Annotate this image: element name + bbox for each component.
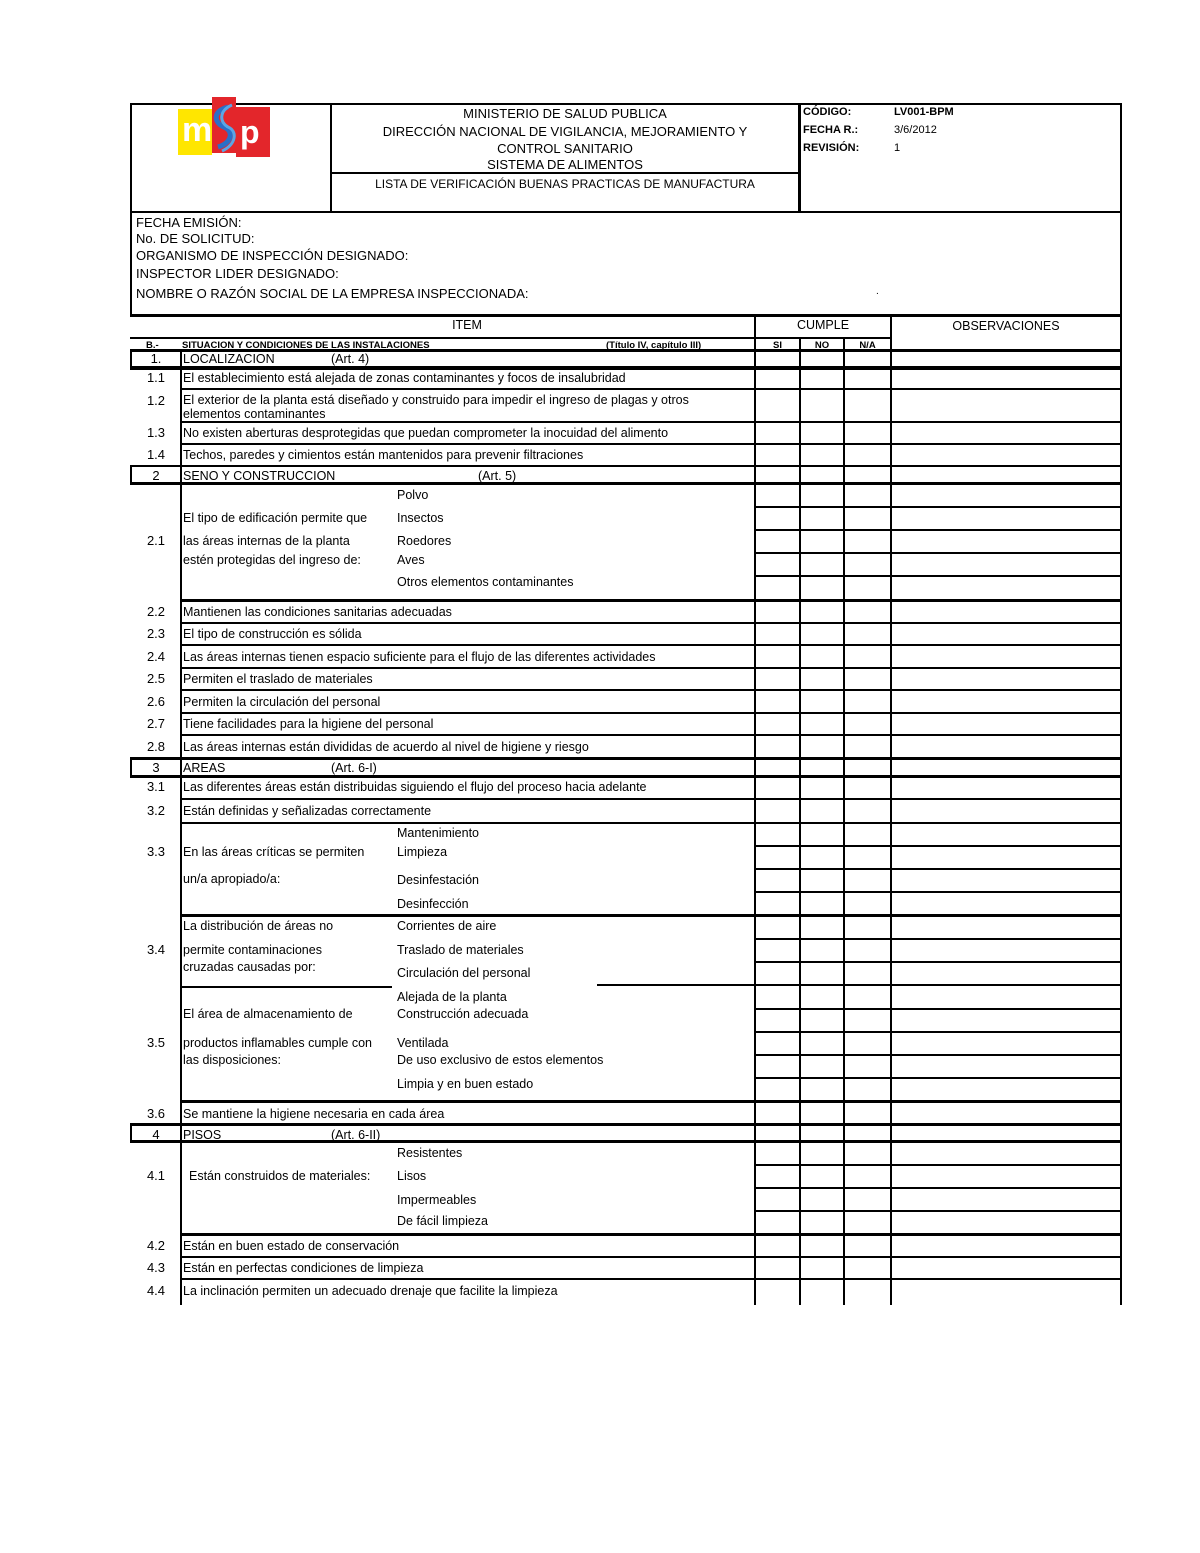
item-3-2-num: 3.2 [146,803,166,818]
col-no: NO [814,340,830,351]
section-3-title: AREAS [183,761,226,775]
item-2-1-text-2: las áreas internas de la planta [183,534,350,548]
option-insectos: Insectos [397,511,444,525]
option-mantenimiento: Mantenimiento [397,826,479,840]
item-1-2-num: 1.2 [146,393,166,408]
item-3-5-num: 3.5 [146,1035,166,1050]
item-2-2-num: 2.2 [146,604,166,619]
item-3-1-text: Las diferentes áreas están distribuidas siguiendo el flujo del proceso hacia adelante [183,780,647,794]
b-title: SITUACION Y CONDICIONES DE LAS INSTALACIONES [182,340,430,351]
inspector: INSPECTOR LIDER DESIGNADO: [136,266,339,281]
col-observaciones: OBSERVACIONES [952,319,1060,333]
item-1-2-text-2: elementos contaminantes [183,407,326,421]
option-otros: Otros elementos contaminantes [397,575,574,589]
item-3-3-text-2: un/a apropiado/a: [183,872,281,886]
item-2-8-text: Las áreas internas están divididas de acuerdo al nivel de higiene y riesgo [183,740,589,754]
option-impermeables: Impermeables [397,1193,477,1207]
item-3-5-text: El área de almacenamiento de [183,1007,353,1021]
revision-label: REVISIÓN: [803,142,860,154]
option-polvo: Polvo [397,488,429,502]
option-lisos: Lisos [397,1169,427,1183]
item-2-7-text: Tiene facilidades para la higiene del personal [183,717,434,731]
item-1-2-text: El exterior de la planta está diseñado y construido para impedir el ingreso de plagas y otros [183,393,689,407]
item-3-4-text: La distribución de áreas no [183,919,334,933]
item-2-3-text: El tipo de construcción es sólida [183,627,362,641]
section-1-ref: (Art. 4) [331,352,370,366]
item-3-5-text-2: productos inflamables cumple con [183,1036,372,1050]
col-cumple: CUMPLE [796,318,850,332]
item-1-4-text: Techos, paredes y cimientos están mantenidos para prevenir filtraciones [183,448,584,462]
organismo: ORGANISMO DE INSPECCIÓN DESIGNADO: [136,248,409,263]
option-corrientes-aire: Corrientes de aire [397,919,497,933]
item-1-1-text: El establecimiento está alejada de zonas contaminantes y focos de insalubridad [183,371,626,385]
section-4-num: 4 [152,1127,160,1142]
item-4-4-text: La inclinación permiten un adecuado drenaje que facilite la limpieza [183,1284,558,1298]
item-3-2-text: Están definidas y señalizadas correctamente [183,804,432,818]
option-aves: Aves [397,553,425,567]
dot: . [876,286,879,297]
item-3-1-num: 3.1 [146,779,166,794]
item-4-1-num: 4.1 [146,1168,166,1183]
section-1-title: LOCALIZACION [183,352,275,366]
item-2-6-text: Permiten la circulación del personal [183,695,381,709]
item-4-1-text: Están construidos de materiales: [189,1169,371,1183]
b-code: B.- [146,340,159,351]
item-3-4-num: 3.4 [146,942,166,957]
section-2-title: SENO Y CONSTRUCCION [183,469,336,483]
section-3-num: 3 [152,760,160,775]
section-4-ref: (Art. 6-II) [331,1128,381,1142]
direction-title: DIRECCIÓN NACIONAL DE VIGILANCIA, MEJORAMIENTO Y [382,124,748,139]
item-4-2-text: Están en buen estado de conservación [183,1239,400,1253]
option-limpia-buen-estado: Limpia y en buen estado [397,1077,534,1091]
item-2-8-num: 2.8 [146,739,166,754]
item-1-1-num: 1.1 [146,370,166,385]
item-3-4-text-2: permite contaminaciones [183,943,322,957]
ministry-title: MINISTERIO DE SALUD PUBLICA [463,106,667,121]
item-2-6-num: 2.6 [146,694,166,709]
item-1-3-num: 1.3 [146,425,166,440]
option-desinfestacion: Desinfestación [397,873,479,887]
fecha-value: 3/6/2012 [894,124,937,136]
fecha-label: FECHA R.: [803,124,859,136]
item-2-3-num: 2.3 [146,626,166,641]
option-ventilada: Ventilada [397,1036,449,1050]
direction-title-2: CONTROL SANITARIO [497,141,633,156]
msp-logo [176,97,272,159]
section-2-ref: (Art. 5) [478,469,517,483]
section-2-num: 2 [152,468,160,483]
svg-text:p: p [240,114,260,150]
system-title: SISTEMA DE ALIMENTOS [487,157,643,172]
option-uso-exclusivo: De uso exclusivo de estos elementos [397,1053,604,1067]
section-4-title: PISOS [183,1128,222,1142]
option-roedores: Roedores [397,534,452,548]
option-resistentes: Resistentes [397,1146,463,1160]
item-2-7-num: 2.7 [146,716,166,731]
fecha-emision: FECHA EMISIÓN: [136,215,242,230]
item-1-3-text: No existen aberturas desprotegidas que puedan comprometer la inocuidad del alimento [183,426,669,440]
svg-text:m: m [182,111,213,149]
col-si: SI [773,340,782,351]
option-traslado-materiales: Traslado de materiales [397,943,524,957]
codigo-value: LV001-BPM [894,106,954,118]
item-4-3-text: Están en perfectas condiciones de limpieza [183,1261,424,1275]
item-3-6-num: 3.6 [146,1106,166,1121]
option-limpieza: Limpieza [397,845,448,859]
item-2-1-text: El tipo de edificación permite que [183,511,368,525]
revision-value: 1 [894,142,901,154]
option-construccion-adecuada: Construcción adecuada [397,1007,529,1021]
item-1-4-num: 1.4 [146,447,166,462]
item-3-4-text-3: cruzadas causadas por: [183,960,316,974]
item-3-3-text: En las áreas críticas se permiten [183,845,365,859]
section-3-ref: (Art. 6-I) [331,761,377,775]
item-2-1-num: 2.1 [146,533,166,548]
col-na: N/A [859,340,876,351]
item-3-3-num: 3.3 [146,844,166,859]
option-facil-limpieza: De fácil limpieza [397,1214,489,1228]
item-2-1-text-3: estén protegidas del ingreso de: [183,553,361,567]
list-title: LISTA DE VERIFICACIÓN BUENAS PRACTICAS DE MANUFACTURA [375,177,755,191]
col-item: ITEM [452,318,482,332]
option-alejada: Alejada de la planta [397,990,507,1004]
item-4-3-num: 4.3 [146,1260,166,1275]
item-3-6-text: Se mantiene la higiene necesaria en cada área [183,1107,445,1121]
solicitud: No. DE SOLICITUD: [136,231,255,246]
item-4-2-num: 4.2 [146,1238,166,1253]
item-2-5-text: Permiten el traslado de materiales [183,672,373,686]
item-2-4-num: 2.4 [146,649,166,664]
item-3-5-text-3: las disposiciones: [183,1053,281,1067]
item-2-5-num: 2.5 [146,671,166,686]
option-desinfeccion: Desinfección [397,897,469,911]
item-2-2-text: Mantienen las condiciones sanitarias adecuadas [183,605,452,619]
b-ref: (Título IV, capítulo III) [606,340,702,351]
empresa: NOMBRE O RAZÓN SOCIAL DE LA EMPRESA INSPECCIONADA: [136,286,529,301]
codigo-label: CÓDIGO: [803,106,852,118]
item-2-4-text: Las áreas internas tienen espacio suficiente para el flujo de las diferentes actividades [183,650,656,664]
section-1-num: 1. [150,351,162,366]
item-4-4-num: 4.4 [146,1283,166,1298]
option-circulacion-personal: Circulación del personal [397,966,531,980]
